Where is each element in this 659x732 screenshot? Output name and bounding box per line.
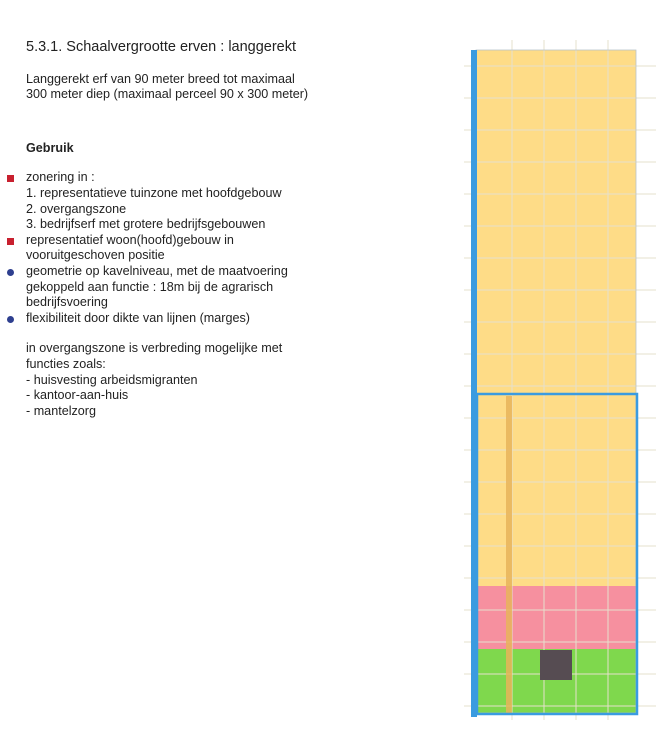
bullet-item [26,170,446,232]
bullet-line: zonering in : [26,170,95,185]
paragraph-line: - huisvesting arbeidsmigranten [26,372,198,387]
transition-zone-paragraph [26,341,446,419]
paragraph-line: in overgangszone is verbreding mogelijke met [26,341,283,356]
paragraph-line: functies zoals: [26,356,106,371]
transition-zone [476,586,636,649]
plot-svg [462,40,659,730]
red-square-bullet-icon [7,238,14,245]
red-square-bullet-icon [7,175,14,182]
paragraph-line: - mantelzorg [26,403,96,418]
bullet-line: bedrijfsvoering [26,295,108,310]
bullet-line: vooruitgeschoven positie [26,248,165,263]
intro-paragraph [26,72,446,103]
subheading: Gebruik [26,140,74,155]
blue-dot-bullet-icon [7,269,14,276]
bullet-item [26,233,446,264]
blue-dot-bullet-icon [7,316,14,323]
bullet-line: flexibiliteit door dikte van lijnen (marges) [26,310,250,325]
bullet-line: 2. overgangszone [26,201,127,216]
bullet-list [26,170,446,326]
section-title: 5.3.1. Schaalvergrootte erven : langgerekt [26,39,297,55]
intro-line: Langgerekt erf van 90 meter breed tot maximaal [26,71,295,86]
margin-strip [506,396,512,713]
bullet-item [26,264,446,311]
paragraph-line: - kantoor-aan-huis [26,388,129,403]
bullet-line: geometrie op kavelniveau, met de maatvoering [26,263,288,278]
plot-diagram [462,40,659,730]
bullet-line: representatief woon(hoofd)gebouw in [26,232,234,247]
bullet-line: gekoppeld aan functie : 18m bij de agrarisch [26,279,274,294]
intro-line: 300 meter diep (maximaal perceel 90 x 300 meter) [26,87,309,102]
text-column [26,40,446,419]
bullet-item [26,311,446,327]
bullet-line: 3. bedrijfserf met grotere bedrijfsgebouwen [26,217,266,232]
bullet-line: 1. representatieve tuinzone met hoofdgebouw [26,185,282,200]
main-building [540,650,572,680]
